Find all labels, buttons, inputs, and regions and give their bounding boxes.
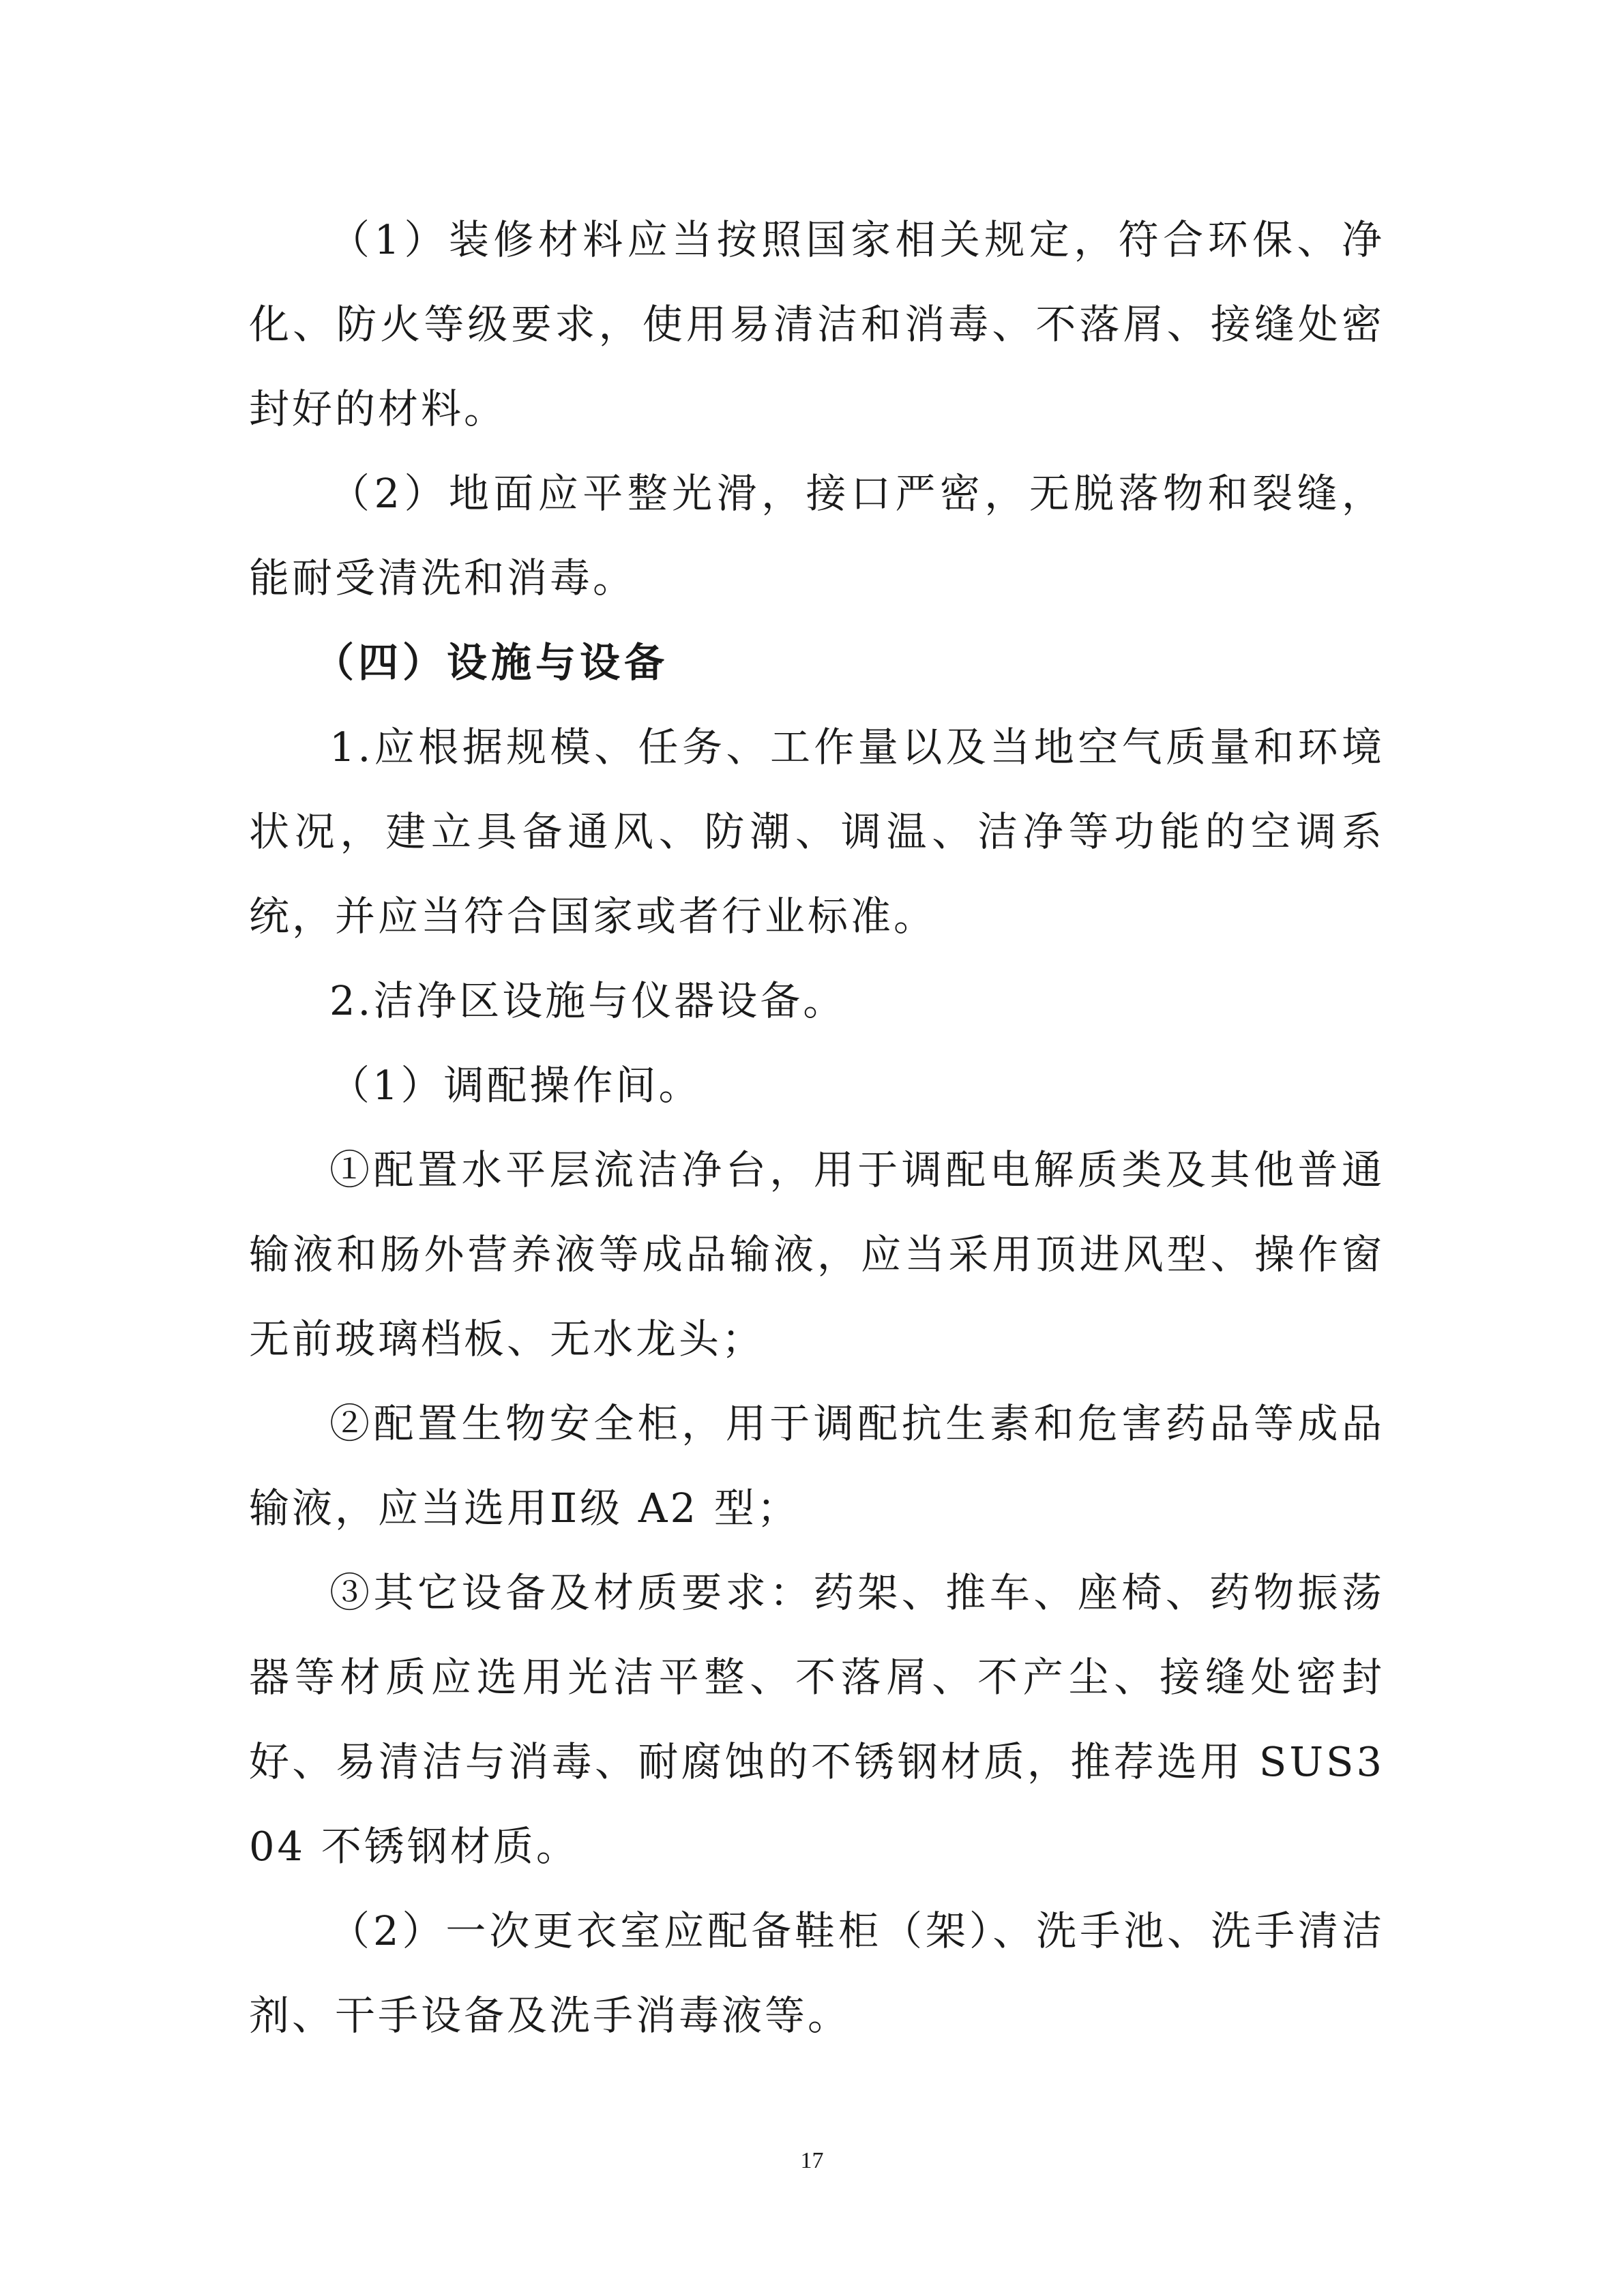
paragraph: ①配置水平层流洁净台，用于调配电解质类及其他普通输液和肠外营养液等成品输液，应当采用顶进风型、操作窗无前玻璃档板、无水龙头； <box>249 1146 1385 1362</box>
paragraph: ②配置生物安全柜，用于调配抗生素和危害药品等成品输液，应当选用Ⅱ级 A2 型； <box>249 1400 1385 1532</box>
document-body <box>249 198 1385 2058</box>
section-heading: （四）设施与设备 <box>314 639 669 686</box>
paragraph: （1）装修材料应当按照国家相关规定，符合环保、净化、防火等级要求，使用易清洁和消毒、不落屑、接缝处密封好的材料。 <box>249 216 1385 432</box>
paragraph: 2.洁净区设施与仪器设备。 <box>329 977 846 1024</box>
page-number: 17 <box>800 2148 824 2173</box>
paragraph: （1）调配操作间。 <box>329 1062 702 1109</box>
paragraph: （2）地面应平整光滑，接口严密，无脱落物和裂缝，能耐受清洗和消毒。 <box>249 470 1385 601</box>
paragraph: （2）一次更衣室应配备鞋柜（架）、洗手池、洗手清洁剂、干手设备及洗手消毒液等。 <box>249 1907 1385 2039</box>
paragraph: ③其它设备及材质要求：药架、推车、座椅、药物振荡器等材质应选用光洁平整、不落屑、不产尘、接缝处密封好、易清洁与消毒、耐腐蚀的不锈钢材质，推荐选用 SUS304 不锈钢材质。 <box>249 1569 1385 1870</box>
paragraph: 1.应根据规模、任务、工作量以及当地空气质量和环境状况，建立具备通风、防潮、调温、洁净等功能的空调系统，并应当符合国家或者行业标准。 <box>249 724 1385 940</box>
